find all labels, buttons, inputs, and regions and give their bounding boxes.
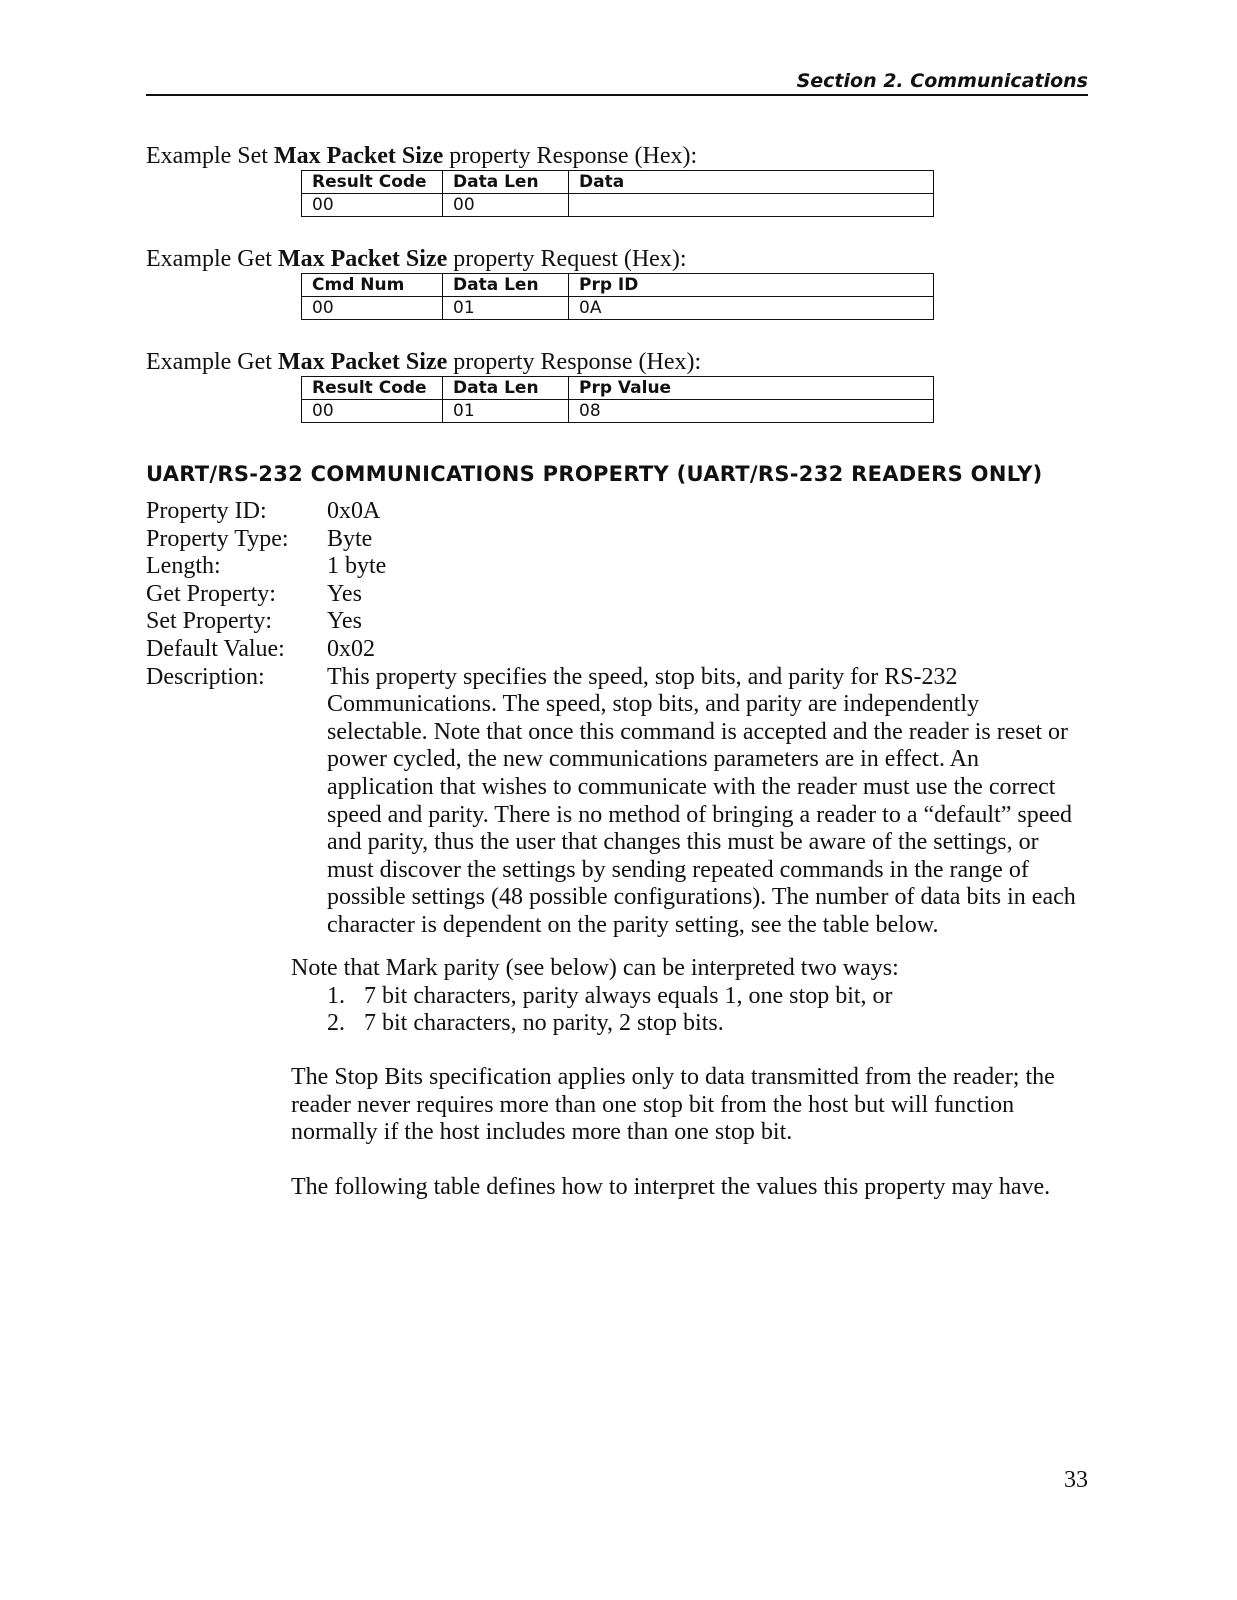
property-value: Byte xyxy=(327,525,373,552)
mark-parity-note xyxy=(291,955,1091,1038)
property-row xyxy=(146,526,1096,554)
example-caption xyxy=(146,348,701,376)
description-line: possible settings (48 possible configurations). The number of data bits in each xyxy=(327,884,1076,911)
section-heading: UART/RS-232 COMMUNICATIONS PROPERTY (UART/RS-232 READERS ONLY) xyxy=(146,462,1043,486)
property-label: Default Value: xyxy=(146,635,285,662)
table-header-cell: Data Len xyxy=(443,377,569,400)
caption-text: property Response (Hex): xyxy=(447,349,702,375)
stop-bits-paragraph xyxy=(291,1064,1091,1147)
property-list xyxy=(146,498,1096,940)
property-row xyxy=(146,581,1096,609)
table-header-cell: Result Code xyxy=(302,171,443,194)
property-label: Set Property: xyxy=(146,608,272,635)
table-cell: 08 xyxy=(569,400,934,423)
table-row xyxy=(302,297,934,320)
property-label: Property ID: xyxy=(146,498,267,524)
page-number: 33 xyxy=(1064,1467,1088,1493)
table-cell xyxy=(569,194,934,217)
property-row xyxy=(146,553,1096,581)
example-caption xyxy=(146,142,697,170)
table-header-cell: Prp ID xyxy=(569,274,934,297)
example-packet-table xyxy=(301,170,934,217)
caption-bold-text: Max Packet Size xyxy=(277,246,448,272)
paragraph-line: The Stop Bits specification applies only to data transmitted from the reader; the xyxy=(291,1064,1055,1090)
caption-text: Example Set xyxy=(146,143,274,169)
property-row xyxy=(146,608,1096,636)
description-line: application that wishes to communicate with the reader must use the correct xyxy=(327,773,1056,800)
table-header-row xyxy=(302,171,934,194)
note-intro: Note that Mark parity (see below) can be interpreted two ways: xyxy=(291,955,899,981)
list-number: 1. xyxy=(327,982,345,1009)
table-cell: 0A xyxy=(569,297,934,320)
table-row xyxy=(302,400,934,423)
description-line: and parity, thus the user that changes this must be aware of the settings, or xyxy=(327,829,1039,856)
caption-text: property Response (Hex): xyxy=(443,143,698,169)
table-header-cell: Data Len xyxy=(443,274,569,297)
property-row xyxy=(146,636,1096,664)
caption-text: Example Get xyxy=(146,349,278,375)
description-line: speed and parity. There is no method of bringing a reader to a “default” speed xyxy=(327,801,1073,828)
description-row xyxy=(146,664,1096,940)
table-header-cell: Prp Value xyxy=(569,377,934,400)
description-line: must discover the settings by sending repeated commands in the range of xyxy=(327,856,1029,883)
property-value: 0x02 xyxy=(327,635,375,662)
table-row xyxy=(302,194,934,217)
description-line: selectable. Note that once this command is accepted and the reader is reset or xyxy=(327,718,1069,745)
property-label: Description: xyxy=(146,663,265,690)
table-header-row xyxy=(302,274,934,297)
table-cell: 00 xyxy=(302,400,443,423)
list-item xyxy=(291,1010,1091,1038)
caption-text: property Request (Hex): xyxy=(447,246,687,272)
table-header-cell: Cmd Num xyxy=(302,274,443,297)
table-cell: 00 xyxy=(443,194,569,217)
example-packet-table xyxy=(301,273,934,320)
table-header-cell: Data xyxy=(569,171,934,194)
property-value: Yes xyxy=(327,608,362,635)
caption-bold-text: Max Packet Size xyxy=(273,143,444,169)
running-header: Section 2. Communications xyxy=(146,70,1088,96)
table-header-cell: Data Len xyxy=(443,171,569,194)
numbered-list xyxy=(291,983,1091,1038)
description-line: This property specifies the speed, stop bits, and parity for RS-232 xyxy=(327,663,958,690)
property-row xyxy=(146,498,1096,526)
list-text: 7 bit characters, parity always equals 1, one stop bit, or xyxy=(364,982,893,1009)
table-header-row xyxy=(302,377,934,400)
description-line: power cycled, the new communications parameters are in effect. An xyxy=(327,746,979,773)
property-value: Yes xyxy=(327,580,362,607)
table-cell: 00 xyxy=(302,297,443,320)
description-text xyxy=(327,664,1096,940)
table-cell: 00 xyxy=(302,194,443,217)
caption-text: Example Get xyxy=(146,246,278,272)
paragraph-line: reader never requires more than one stop bit from the host but will function xyxy=(291,1091,1015,1118)
table-intro-paragraph xyxy=(291,1174,1091,1202)
example-caption xyxy=(146,245,687,273)
list-number: 2. xyxy=(327,1010,345,1037)
list-item xyxy=(291,983,1091,1011)
list-text: 7 bit characters, no parity, 2 stop bits. xyxy=(364,1010,724,1037)
property-value: 1 byte xyxy=(327,553,387,580)
paragraph-line: The following table defines how to interpret the values this property may have. xyxy=(291,1174,1051,1200)
description-line: character is dependent on the parity setting, see the table below. xyxy=(327,911,939,938)
example-packet-table xyxy=(301,376,934,423)
description-line: Communications. The speed, stop bits, and parity are independently xyxy=(327,691,980,718)
property-label: Length: xyxy=(146,553,221,580)
property-label: Property Type: xyxy=(146,525,289,552)
table-cell: 01 xyxy=(443,400,569,423)
caption-bold-text: Max Packet Size xyxy=(277,349,448,375)
table-header-cell: Result Code xyxy=(302,377,443,400)
property-value: 0x0A xyxy=(327,498,381,524)
table-cell: 01 xyxy=(443,297,569,320)
paragraph-line: normally if the host includes more than one stop bit. xyxy=(291,1119,793,1146)
property-label: Get Property: xyxy=(146,580,276,607)
